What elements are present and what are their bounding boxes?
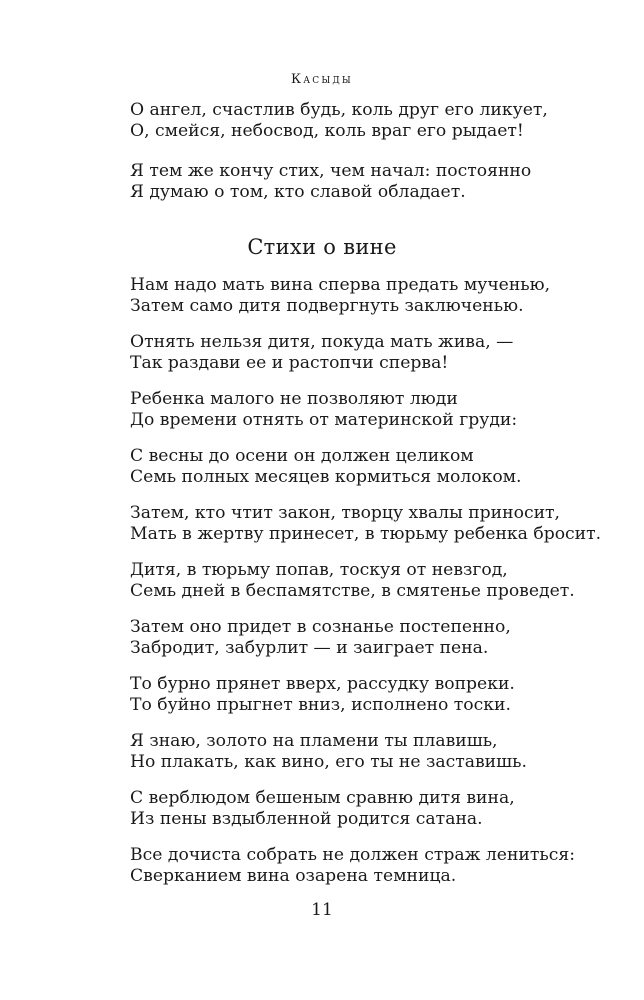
opening-stanza-2: [130, 161, 600, 203]
verse-line: Затем оно придет в сознанье постепенно,: [130, 617, 511, 637]
poem-stanza-6: [130, 560, 600, 602]
poem-stanza-1: [130, 275, 600, 317]
poem-stanza-3: [130, 389, 600, 431]
verse-line: Сверканием вина озарена темница.: [130, 866, 457, 886]
poem-stanza-9: [130, 731, 600, 773]
poem-stanza-2: [130, 332, 600, 374]
verse-line: То буйно прыгнет вниз, исполнено тоски.: [130, 695, 511, 715]
opening-stanza-1: [130, 100, 600, 142]
verse-line: О, смейся, небосвод, коль враг его рыдает!: [130, 121, 524, 141]
poem-stanza-5: [130, 503, 600, 545]
verse-line: Все дочиста собрать не должен страж лениться:: [130, 845, 576, 865]
poem-stanza-8: [130, 674, 600, 716]
verse-line: Из пены вздыбленной родится сатана.: [130, 809, 483, 829]
verse-line: Так раздави ее и растопчи сперва!: [130, 353, 449, 373]
verse-line: Семь дней в беспамятстве, в смятенье проведет.: [130, 581, 575, 601]
verse-line: Я знаю, золото на пламени ты плавишь,: [130, 731, 498, 751]
poem-stanza-11: [130, 845, 600, 887]
verse-line: О ангел, счастлив будь, коль друг его ликует,: [130, 100, 548, 120]
verse-line: Затем само дитя подвергнуть заключенью.: [130, 296, 524, 316]
verse-line: Отнять нельзя дитя, покуда мать жива, —: [130, 332, 514, 352]
verse-line: Дитя, в тюрьму попав, тоскуя от невзгод,: [130, 560, 508, 580]
verse-line: Мать в жертву принесет, в тюрьму ребенка бросит.: [130, 524, 602, 544]
verse-line: Но плакать, как вино, его ты не заставишь.: [130, 752, 527, 772]
verse-line: С весны до осени он должен целиком: [130, 446, 474, 466]
verse-line: Затем, кто чтит закон, творцу хвалы приносит,: [130, 503, 560, 523]
verse-line: Я тем же кончу стих, чем начал: постоянно: [130, 161, 532, 181]
verse-line: До времени отнять от материнской груди:: [130, 410, 518, 430]
verse-line: То бурно прянет вверх, рассудку вопреки.: [130, 674, 515, 694]
poem-stanza-7: [130, 617, 600, 659]
verse-line: Забродит, забурлит — и заиграет пена.: [130, 638, 489, 658]
section-title: Стихи о вине: [247, 235, 397, 259]
poem-stanza-4: [130, 446, 600, 488]
poem-stanza-10: [130, 788, 600, 830]
verse-line: Семь полных месяцев кормиться молоком.: [130, 467, 522, 487]
verse-line: Нам надо мать вина сперва предать мученью,: [130, 275, 551, 295]
verse-line: Я думаю о том, кто славой обладает.: [130, 182, 466, 202]
verse-line: С верблюдом бешеным сравню дитя вина,: [130, 788, 515, 808]
page-number: 11: [311, 900, 333, 920]
verse-line: Ребенка малого не позволяют люди: [130, 389, 458, 409]
running-head: Касыды: [291, 72, 353, 87]
